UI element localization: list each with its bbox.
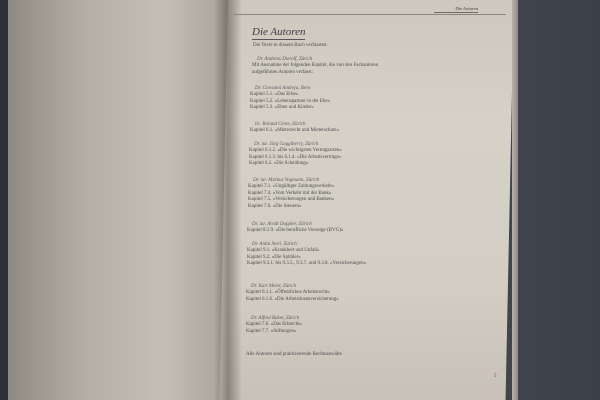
author-name: Dr. Kurt Meier, Zürich	[251, 284, 297, 289]
chapter-line: Kapitel 7.6. «Die Steuern»	[248, 203, 302, 209]
chapter-line: aufgeführten Autoren verfasst:	[252, 69, 314, 75]
closing-note: Alle Autoren sind praktizierende Rechtsanwälte	[246, 352, 342, 357]
chapter-line: Kapitel 5.1. «Das Erbe»	[250, 92, 299, 98]
chapter-line: Kapitel 7.4. «Vom Verkehr mit der Bank»	[248, 190, 332, 196]
author-block	[250, 122, 500, 135]
author-name: Dr. Anita Steri, Zürich	[252, 242, 297, 247]
chapter-line: Mit Ausnahme der folgenden Kapitel, die von den Fachautoren	[252, 63, 379, 69]
intro-text: Die Texte in diesem Buch verfassten:	[253, 43, 328, 48]
author-name: Dr. iur. Arndt Doppler, Zürich	[252, 222, 312, 227]
chapter-line: Kapitel 6.2. «Die Scheidung»	[249, 161, 309, 167]
chapter-line: Kapitel 6.1. «Mieterrecht und Mieterschutz»	[250, 128, 340, 134]
author-name: lic. Roland Grote, Zürich	[255, 122, 306, 127]
author-block	[247, 242, 497, 268]
running-head: Die Autoren	[434, 6, 478, 13]
chapter-line: Kapitel 7.6. «Das Erbrecht»	[246, 322, 302, 328]
header-rule	[234, 14, 506, 15]
chapter-line: Kapitel 9.2. «Die Spitäler»	[247, 254, 301, 260]
author-block	[247, 222, 497, 235]
chapter-line: Kapitel 6.1.2. «Die wichtigsten Vertragsarten»	[249, 148, 342, 154]
author-name: Dr. Alfred Baker, Zürich	[251, 316, 300, 321]
author-block	[246, 316, 496, 335]
author-name: Dr. iur. Jürg Goggiberry, Zürich	[254, 142, 319, 147]
author-block	[250, 86, 500, 112]
chapter-line: Kapitel 6.1.6. «Die Arbeitslosenversicherung»	[246, 296, 339, 302]
chapter-line: Kapitel 6.1.3. bis 6.1.4. «Die Arbeitsverträge»	[249, 154, 342, 160]
author-name: Dr. Andreas Dierolf, Zürich	[257, 57, 313, 62]
author-name: Dr. Giovanni Andreja, Bern	[255, 86, 311, 91]
page-title: Die Autoren	[252, 26, 306, 38]
author-block	[249, 142, 499, 168]
chapter-line: Kapitel 6.1.1. «Öffentliches Arbeitsrecht»	[246, 290, 330, 296]
chapter-line: Kapitel 9.3.1. bis 9.3.5., 9.3.7. und 9.3.8. «Versicherungen»	[247, 261, 367, 267]
page-number: 5	[494, 374, 497, 379]
author-name: Dr. iur. Markus Vogmann, Zürich	[253, 178, 320, 183]
chapter-line: Kapitel 8.1.9. «Die berufliche Vorsorge (BVG)»	[247, 228, 344, 234]
chapter-line: Kapitel 7.7. «Stiftungen»	[246, 328, 297, 334]
chapter-line: Kapitel 5.2. «Lebenspartner in der Ehe»	[250, 98, 331, 104]
chapter-line: Kapitel 5.3. «Ehen und Kinder»	[250, 105, 314, 111]
author-block	[248, 178, 498, 210]
chapter-line: Kapitel 7.1. «Ungültiger Zahlungsverkehr»	[248, 184, 335, 190]
author-block	[252, 57, 502, 76]
chapter-line: Kapitel 9.1. «Krankheit und Unfall»	[247, 248, 320, 254]
chapter-line: Kapitel 7.5. «Versicherungen und Banken»	[248, 197, 335, 203]
author-block	[246, 284, 496, 303]
